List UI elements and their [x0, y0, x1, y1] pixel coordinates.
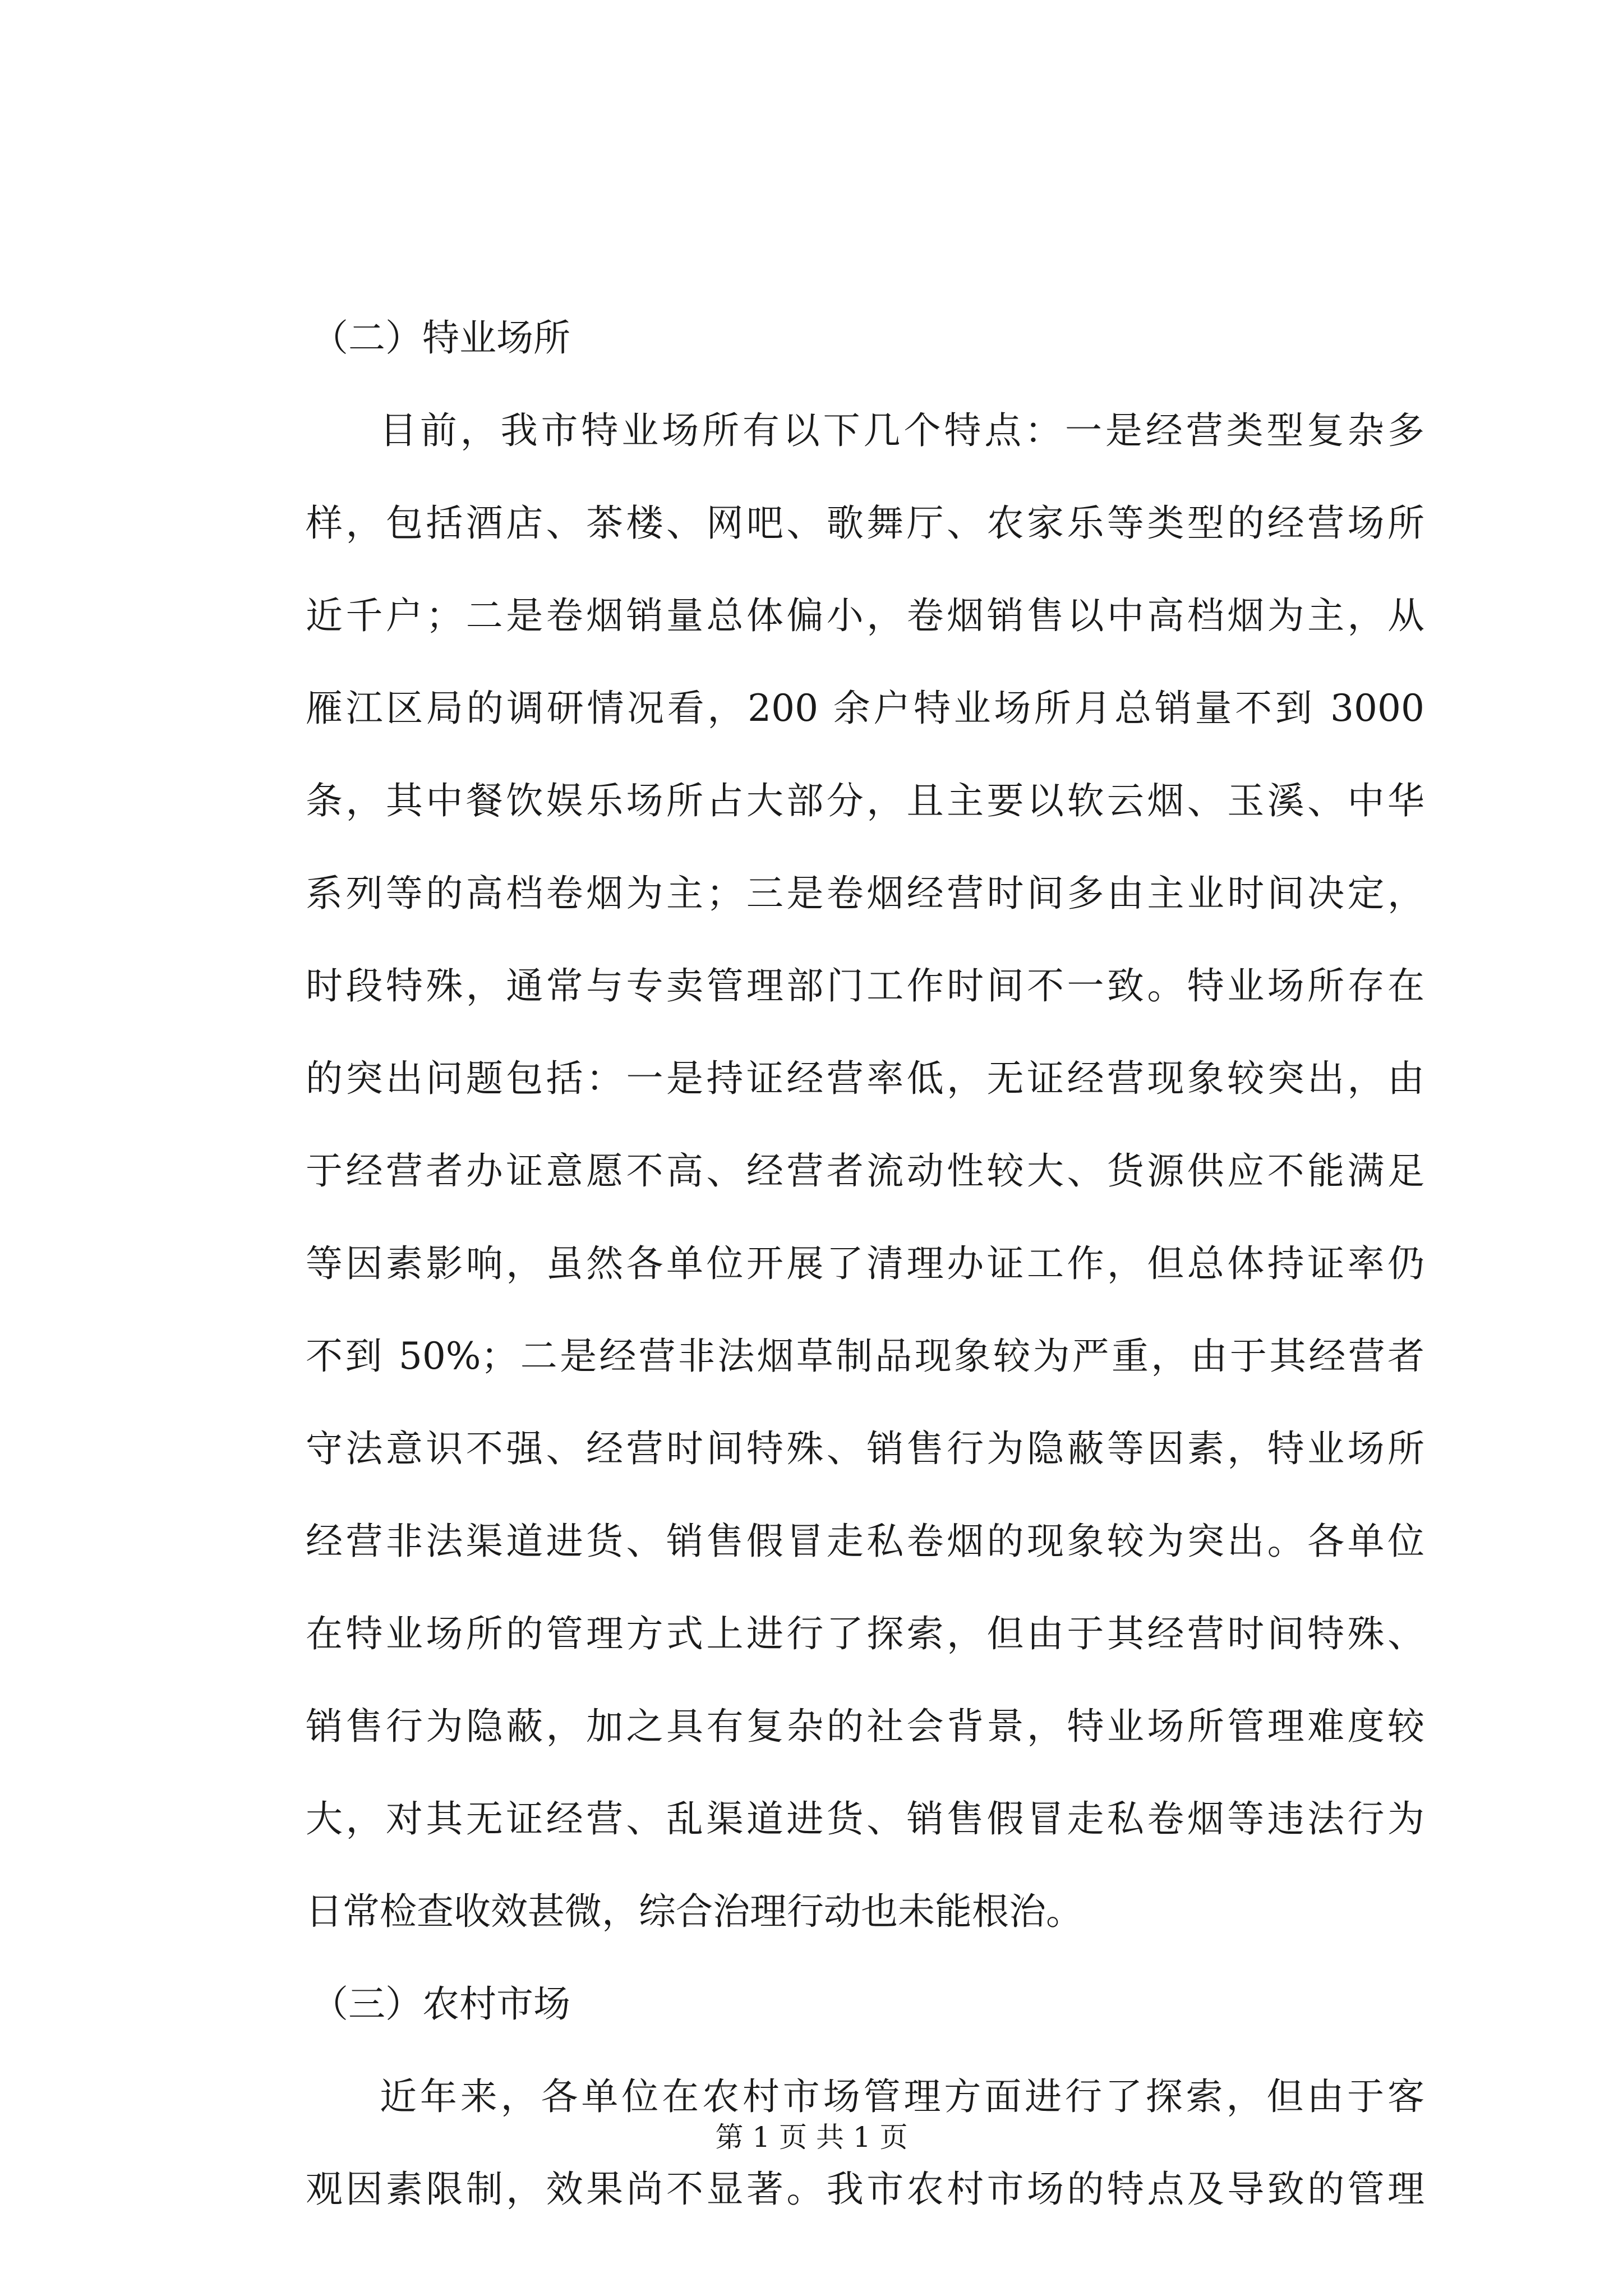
paragraph-line: 等因素影响，虽然各单位开展了清理办证工作，但总体持证率仍	[306, 1242, 1424, 1285]
paragraph-line: 日常检查收效甚微，综合治理行动也未能根治。	[306, 1890, 1083, 1933]
paragraph-line: 不到 50%；二是经营非法烟草制品现象较为严重，由于其经营者	[306, 1335, 1424, 1378]
paragraph-line: 守法意识不强、经营时间特殊、销售行为隐蔽等因素，特业场所	[306, 1427, 1424, 1470]
paragraph-line: 在特业场所的管理方式上进行了探索，但由于其经营时间特殊、	[306, 1612, 1424, 1655]
paragraph-line: 近年来，各单位在农村市场管理方面进行了探索，但由于客	[380, 2075, 1424, 2118]
page-footer: 第 1 页 共 1 页	[715, 2121, 908, 2154]
paragraph-line: 雁江区局的调研情况看，200 余户特业场所月总销量不到 3000	[306, 687, 1424, 730]
paragraph-line: 近千户；二是卷烟销量总体偏小，卷烟销售以中高档烟为主，从	[306, 594, 1424, 637]
paragraph-special-venues	[306, 384, 1424, 1958]
document-body	[306, 292, 1424, 2235]
paragraph-line: 目前，我市特业场所有以下几个特点：一是经营类型复杂多	[380, 409, 1424, 452]
paragraph-line: 系列等的高档卷烟为主；三是卷烟经营时间多由主业时间决定，	[306, 872, 1424, 915]
paragraph-line: 销售行为隐蔽，加之具有复杂的社会背景，特业场所管理难度较	[306, 1705, 1424, 1748]
paragraph-line: 大，对其无证经营、乱渠道进货、销售假冒走私卷烟等违法行为	[306, 1797, 1424, 1841]
paragraph-line: 观因素限制，效果尚不显著。我市农村市场的特点及导致的管理	[306, 2168, 1424, 2211]
paragraph-line: 经营非法渠道进货、销售假冒走私卷烟的现象较为突出。各单位	[306, 1520, 1424, 1563]
section-heading-rural-market: （三）农村市场	[311, 1982, 570, 2026]
paragraph-line: 样，包括酒店、茶楼、网吧、歌舞厅、农家乐等类型的经营场所	[306, 501, 1424, 545]
paragraph-line: 于经营者办证意愿不高、经营者流动性较大、货源供应不能满足	[306, 1149, 1424, 1193]
section-heading-special-venues: （二）特业场所	[311, 316, 570, 360]
paragraph-line: 条，其中餐饮娱乐场所占大部分，且主要以软云烟、玉溪、中华	[306, 779, 1424, 822]
paragraph-line: 的突出问题包括：一是持证经营率低，无证经营现象较突出，由	[306, 1057, 1424, 1100]
paragraph-line: 时段特殊，通常与专卖管理部门工作时间不一致。特业场所存在	[306, 964, 1424, 1007]
